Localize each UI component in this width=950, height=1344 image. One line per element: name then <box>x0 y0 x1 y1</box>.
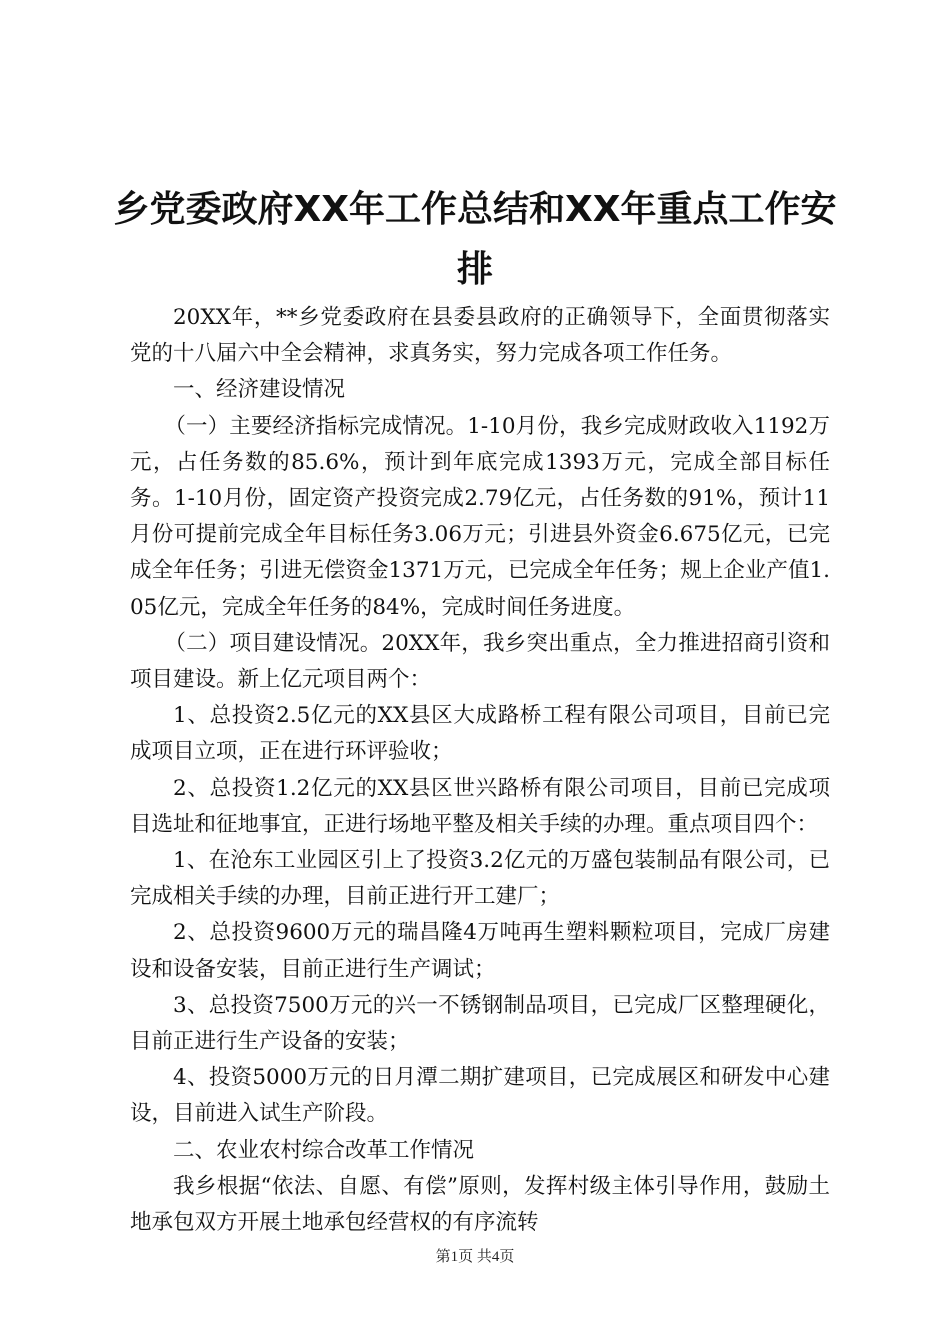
title-line-2: 排 <box>456 249 493 290</box>
page-footer: 第1页 共4页 <box>435 1249 515 1265</box>
list-item: 2、总投资1.2亿元的XX县区世兴路桥有限公司项目，目前已完成项目选址和征地事宜，正进行场地平整及相关手续的办理。重点项目四个： <box>130 775 830 837</box>
title-line-1: 乡党委政府XX年工作总结和XX年重点工作安 <box>113 189 837 230</box>
paragraph-economic-indicators: （一）主要经济指标完成情况。1-10月份，我乡完成财政收入1192万元，占任务数的85.6%，预计到年底完成1393万元，完成全部目标任务。1-10月份，固定资产投资完成2.79亿元，占任务数的91%，预计11月份可提前完成全年目标任务3.06万元；引进县外资金6.675亿元，已完成全年任务；引进无偿资金1371万元，已完成全年任务；规上企业产值1.05亿元，完成全年任务的84%，完成时间任务进度。 <box>130 413 830 620</box>
document-body <box>130 300 830 1241</box>
list-item: 3、总投资7500万元的兴一不锈钢制品项目，已完成厂区整理硬化，目前正进行生产设备的安装； <box>130 992 830 1055</box>
heading-rural-reform: 二、农业农村综合改革工作情况 <box>173 1137 475 1163</box>
paragraph-project-construction: （二）项目建设情况。20XX年，我乡突出重点，全力推进招商引资和项目建设。新上亿元项目两个： <box>130 630 830 693</box>
list-item: 1、在沧东工业园区引上了投资3.2亿元的万盛包装制品有限公司，已完成相关手续的办理，目前正进行开工建厂； <box>130 848 830 910</box>
list-item: 1、总投资2.5亿元的XX县区大成路桥工程有限公司项目，目前已完成项目立项，正在进行环评验收； <box>130 703 830 765</box>
list-item: 4、投资5000万元的日月潭二期扩建项目，已完成展区和研发中心建设，目前进入试生产阶段。 <box>130 1065 830 1127</box>
paragraph-land-transfer: 我乡根据“依法、自愿、有偿”原则，发挥村级主体引导作用，鼓励土地承包双方开展土地承包经营权的有序流转 <box>130 1173 830 1236</box>
list-item: 2、总投资9600万元的瑞昌隆4万吨再生塑料颗粒项目，完成厂房建设和设备安装，目前正进行生产调试； <box>130 920 830 982</box>
document-title <box>110 180 840 300</box>
paragraph-intro: 20XX年，**乡党委政府在县委县政府的正确领导下，全面贯彻落实党的十八届六中全会精神，求真务实，努力完成各项工作任务。 <box>130 305 830 367</box>
heading-economic-construction: 一、经济建设情况 <box>173 377 346 403</box>
